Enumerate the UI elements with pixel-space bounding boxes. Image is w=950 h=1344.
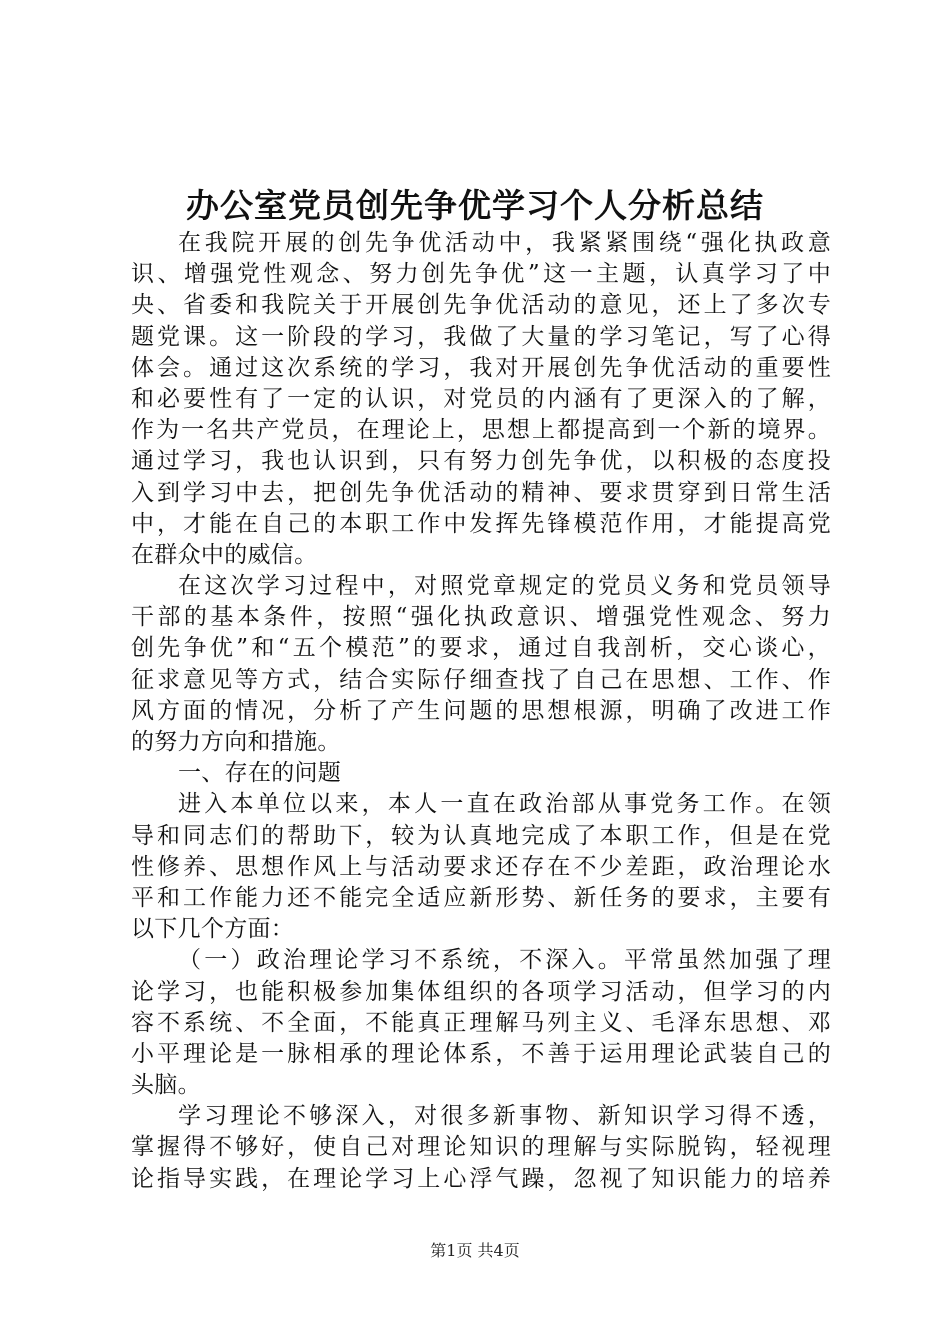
text-line: 识、增强党性观念、努力创先争优”这一主题，认真学习了中 (131, 261, 831, 288)
page-footer: 第1页 共4页 (430, 1241, 520, 1260)
text-line: 的努力方向和措施。 (131, 729, 341, 755)
text-line: 中，才能在自己的本职工作中发挥先锋模范作用，才能提高党 (131, 510, 831, 537)
text-line: 征求意见等方式，结合实际仔细查找了自己在思想、工作、作 (131, 666, 831, 693)
document-body (131, 228, 831, 1195)
text-line: 小平理论是一脉相承的理论体系，不善于运用理论武装自己的 (131, 1040, 831, 1067)
text-line: 体会。通过这次系统的学习，我对开展创先争优活动的重要性 (131, 354, 831, 381)
text-line: 干部的基本条件，按照“强化执政意识、增强党性观念、努力 (131, 604, 831, 631)
text-line: 在群众中的威信。 (131, 541, 318, 568)
text-line: （一）政治理论学习不系统，不深入。平常虽然加强了理 (178, 947, 831, 974)
text-line: 进入本单位以来，本人一直在政治部从事党务工作。在领 (178, 791, 831, 818)
text-line: 导和同志们的帮助下，较为认真地完成了本职工作，但是在党 (131, 822, 831, 849)
text-line: 掌握得不够好，使自己对理论知识的理解与实际脱钩，轻视理 (131, 1134, 831, 1161)
text-line: 容不系统、不全面，不能真正理解马列主义、毛泽东思想、邓 (131, 1009, 831, 1036)
section-heading: 一、存在的问题 (178, 760, 342, 787)
text-line: 头脑。 (131, 1072, 201, 1099)
text-line: 性修养、思想作风上与活动要求还存在不少差距，政治理论水 (131, 853, 831, 880)
text-line: 入到学习中去，把创先争优活动的精神、要求贯穿到日常生活 (131, 479, 831, 506)
text-line: 以下几个方面： (131, 916, 295, 943)
text-line: 和必要性有了一定的认识，对党员的内涵有了更深入的了解， (131, 385, 831, 412)
text-line: 论指导实践，在理论学习上心浮气躁，忽视了知识能力的培养 (131, 1165, 831, 1192)
text-line: 在这次学习过程中，对照党章规定的党员义务和党员领导 (178, 573, 831, 600)
text-line: 平和工作能力还不能完全适应新形势、新任务的要求，主要有 (131, 884, 831, 911)
text-line: 通过学习，我也认识到，只有努力创先争优，以积极的态度投 (131, 448, 831, 475)
text-line: 风方面的情况，分析了产生问题的思想根源，明确了改进工作 (131, 697, 831, 724)
text-line: 在我院开展的创先争优活动中，我紧紧围绕“强化执政意 (178, 230, 831, 256)
text-line: 创先争优”和“五个模范”的要求，通过自我剖析，交心谈心， (131, 635, 831, 662)
text-line: 学习理论不够深入，对很多新事物、新知识学习得不透， (178, 1103, 831, 1130)
text-line: 题党课。这一阶段的学习，我做了大量的学习笔记，写了心得 (131, 323, 831, 350)
text-line: 作为一名共产党员，在理论上，思想上都提高到一个新的境界。 (131, 417, 831, 444)
text-line: 央、省委和我院关于开展创先争优活动的意见，还上了多次专 (131, 292, 831, 319)
document-title: 办公室党员创先争优学习个人分析总结 (186, 186, 764, 225)
text-line: 论学习，也能积极参加集体组织的各项学习活动，但学习的内 (131, 978, 831, 1005)
